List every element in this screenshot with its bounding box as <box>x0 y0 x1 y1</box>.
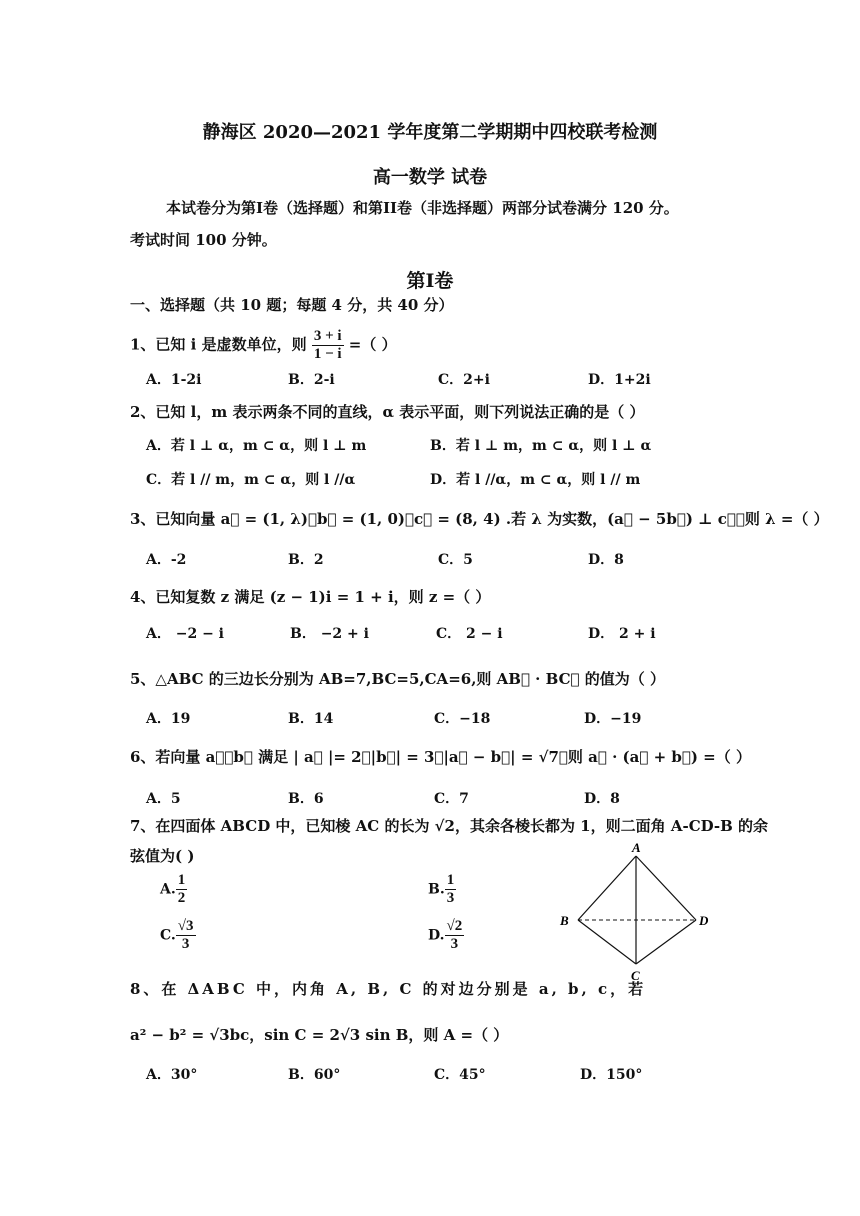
document-title: 静海区 2020—2021 学年度第二学期期中四校联考检测 <box>202 122 658 143</box>
q7-option-a-num: 1 <box>177 872 186 888</box>
intro-line-2: 考试时间 100 分钟。 <box>130 231 277 249</box>
part-title: 第I卷 <box>406 270 454 292</box>
q4-option-b: B． −2 + i <box>290 626 369 642</box>
q3-option-b: B．2 <box>288 552 324 568</box>
q8-option-a: A．30° <box>146 1067 198 1083</box>
q1-option-b: B．2-i <box>288 372 335 388</box>
q7-option-a-den: 2 <box>177 890 186 906</box>
q3-option-a: A．-2 <box>146 552 187 568</box>
q5-option-d: D．−19 <box>584 711 642 727</box>
q7-option-b-fraction <box>445 872 457 907</box>
q7-option-d-num: √2 <box>446 918 463 934</box>
question-1-tail: =（ ） <box>348 335 397 354</box>
question-8-stem-line-1: 8、在 ΔABC 中，内角 A, B, C 的对边分别是 a, b, c，若 <box>130 980 647 998</box>
question-1-fraction <box>312 328 344 363</box>
section-heading: 一、选择题（共 10 题；每题 4 分，共 40 分） <box>130 296 454 314</box>
q7-option-d-den: 3 <box>450 936 459 952</box>
vertex-label-b: B <box>560 913 569 928</box>
edge-ab <box>578 856 636 920</box>
q8-option-c: C．45° <box>434 1067 486 1083</box>
q2-option-b: B．若 l ⊥ m，m ⊂ α，则 l ⊥ α <box>430 438 652 454</box>
edge-cd <box>636 920 696 964</box>
q7-option-c-den: 3 <box>181 936 190 952</box>
q3-option-c: C．5 <box>438 552 473 568</box>
q7-option-a <box>160 872 187 907</box>
question-7-stem-line-1: 7、在四面体 ABCD 中，已知棱 AC 的长为 √2，其余各棱长都为 1，则二面角 A-CD-B 的余 <box>130 817 769 835</box>
q2-option-a: A．若 l ⊥ α，m ⊂ α，则 l ⊥ m <box>146 438 367 454</box>
question-5-stem: 5、△ABC 的三边长分别为 AB=7,BC=5,CA=6,则 AB⃗ · BC⃗ 的值为（ ） <box>130 670 665 688</box>
q5-option-b: B．14 <box>288 711 334 727</box>
q1-option-d: D．1+2i <box>588 372 651 388</box>
q7-option-b-label: B. <box>428 881 445 898</box>
q5-option-a: A．19 <box>146 711 191 727</box>
vertex-label-c: C <box>631 968 640 983</box>
q7-option-b <box>428 872 456 907</box>
q7-option-d-label: D. <box>428 927 445 944</box>
edge-ad <box>636 856 696 920</box>
question-1-stem <box>130 328 397 363</box>
q6-option-a: A．5 <box>146 791 181 807</box>
question-1-denominator: 1 − i <box>313 346 342 362</box>
question-6-stem: 6、若向量 a⃗，b⃗ 满足 | a⃗ |= 2，|b⃗| = 3，|a⃗ − b⃗| = √7，则 a⃗ · (a⃗ + b⃗) =（ ） <box>130 748 751 766</box>
intro-line-1: 本试卷分为第I卷（选择题）和第II卷（非选择题）两部分试卷满分 120 分。 <box>166 199 679 217</box>
q2-option-c: C．若 l // m，m ⊂ α，则 l //α <box>146 472 356 488</box>
q7-option-c-fraction <box>176 918 196 953</box>
q7-option-c-label: C. <box>160 927 176 944</box>
q7-option-a-fraction <box>176 872 188 907</box>
question-8-stem-line-2: a² − b² = √3bc，sin C = 2√3 sin B，则 A =（ ） <box>130 1026 509 1044</box>
q7-option-a-label: A. <box>160 881 176 898</box>
question-1-text: 1、已知 i 是虚数单位，则 <box>130 335 307 354</box>
question-7-stem-line-2: 弦值为( ) <box>130 847 195 865</box>
q4-option-d: D． 2 + i <box>588 626 656 642</box>
vertex-label-d: D <box>699 913 709 928</box>
question-1-numerator: 3 + i <box>313 328 342 344</box>
q7-option-d-fraction <box>445 918 465 953</box>
document-subtitle: 高一数学 试卷 <box>372 167 488 188</box>
q7-option-b-num: 1 <box>446 872 455 888</box>
q6-option-b: B．6 <box>288 791 324 807</box>
edge-bc <box>578 920 636 964</box>
q8-option-b: B．60° <box>288 1067 341 1083</box>
q7-option-b-den: 3 <box>446 890 455 906</box>
q4-option-a: A． −2 − i <box>146 626 225 642</box>
q1-option-a: A．1-2i <box>146 372 202 388</box>
question-4-stem: 4、已知复数 z 满足 (z − 1)i = 1 + i，则 z =（ ） <box>130 588 491 606</box>
tetrahedron-figure <box>556 840 716 985</box>
q8-option-d: D．150° <box>580 1067 643 1083</box>
q7-option-d <box>428 918 464 953</box>
question-2-stem: 2、已知 l，m 表示两条不同的直线，α 表示平面，则下列说法正确的是（ ） <box>130 403 645 421</box>
q3-option-d: D．8 <box>588 552 624 568</box>
q2-option-d: D．若 l //α，m ⊂ α，则 l // m <box>430 472 641 488</box>
question-3-stem: 3、已知向量 a⃗ = (1, λ)，b⃗ = (1, 0)，c⃗ = (8, 4) .若 λ 为实数，(a⃗ − 5b⃗) ⊥ c⃗，则 λ =（ ） <box>130 510 829 528</box>
q6-option-d: D．8 <box>584 791 620 807</box>
q5-option-c: C．−18 <box>434 711 491 727</box>
q7-option-c <box>160 918 196 953</box>
q4-option-c: C． 2 − i <box>436 626 503 642</box>
vertex-label-a: A <box>632 840 641 855</box>
q7-option-c-num: √3 <box>177 918 194 934</box>
q6-option-c: C．7 <box>434 791 469 807</box>
q1-option-c: C．2+i <box>438 372 490 388</box>
